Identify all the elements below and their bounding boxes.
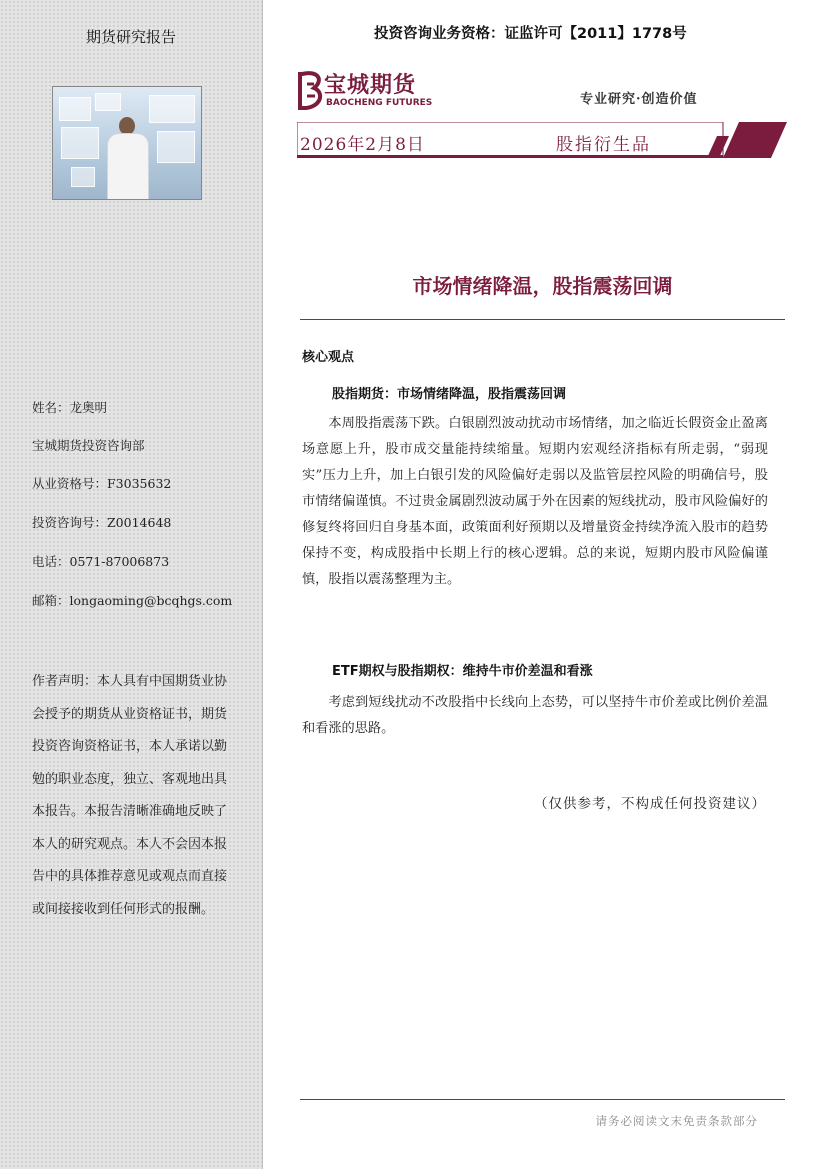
- company-logo: [296, 70, 436, 112]
- cover-image: [52, 86, 202, 200]
- author-email[interactable]: 邮箱：longaoming@bcqhgs.com: [32, 593, 233, 608]
- slogan: 专业研究·创造价值: [580, 92, 698, 107]
- report-headline: 市场情绪降温，股指震荡回调: [412, 274, 673, 298]
- section-heading-futures: 股指期货：市场情绪降温，股指震荡回调: [332, 387, 567, 402]
- person-body: [107, 133, 149, 200]
- section-body-options: 考虑到短线扰动不改股指中长线向上态势，可以坚持牛市价差或比例价差温和看涨的思路。: [302, 695, 768, 736]
- footer-divider: [300, 1099, 785, 1100]
- author-license: 从业资格号：F3035632: [32, 476, 172, 491]
- core-view-heading: 核心观点: [302, 350, 355, 365]
- headline-divider: [300, 319, 785, 320]
- author-phone: 电话：0571-87006873: [32, 554, 170, 569]
- investment-disclaimer: （仅供参考，不构成任何投资建议）: [534, 796, 766, 812]
- report-type-title: 期货研究报告: [85, 28, 176, 46]
- author-name: 姓名：龙奥明: [32, 400, 108, 415]
- logo-english: BAOCHENG FUTURES: [326, 98, 433, 108]
- report-date: 2026年2月8日: [300, 135, 425, 155]
- logo-mark-icon: [296, 70, 326, 112]
- section-heading-options: ETF期权与股指期权：维持牛市价差温和看涨: [332, 664, 593, 679]
- author-advisory-id: 投资咨询号：Z0014648: [32, 515, 172, 530]
- section-body-futures: 本周股指震荡下跌。白银剧烈波动扰动市场情绪，加之临近长假资金止盈离场意愿上升，股市成交量能持续缩量。短期内宏观经济指标有所走弱，“弱现实”压力上升，加上白银引发的风险偏好走弱以及监管层控风险的明确信号，股市情绪偏谨慎。不过贵金属剧烈波动属于外在因素的短线扰动，股市风险偏好的修复终将回归自身基本面，政策面利好预期以及增量资金持续净流入股市的趋势保持不变，构成股指中长期上行的核心逻辑。总的来说，短期内股市风险偏谨慎，股指以震荡整理为主。: [302, 416, 768, 587]
- report-category: 股指衍生品: [556, 135, 651, 155]
- author-declaration: 作者声明：本人具有中国期货业协会授予的期货从业资格证书，期货投资咨询资格证书，本人承诺以勤勉的职业态度，独立、客观地出具本报告。本报告清晰准确地反映了本人的研究观点。本人不会因本报告中的具体推荐意见或观点而直接或间接接收到任何形式的报酬。: [32, 674, 228, 917]
- author-department: 宝城期货投资咨询部: [32, 438, 145, 453]
- qualification-line: 投资咨询业务资格：证监许可【2011】1778号: [374, 26, 687, 42]
- sidebar: [0, 0, 263, 1169]
- logo-chinese: 宝城期货: [324, 72, 417, 98]
- footer-note: 请务必阅读文末免责条款部分: [595, 1114, 758, 1128]
